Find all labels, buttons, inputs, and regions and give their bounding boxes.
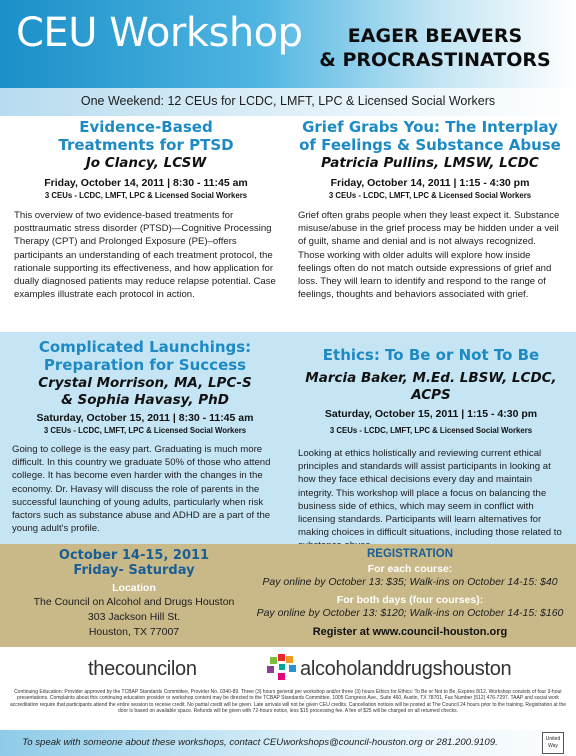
badge-line-2: Way (548, 743, 558, 749)
event-days: Friday- Saturday (73, 563, 195, 578)
page-title: CEU Workshop (16, 10, 303, 56)
course-speaker-line-1: Crystal Morrison, MA, LPC-S (38, 375, 252, 391)
course-title-line-2: Preparation for Success (43, 356, 247, 374)
course-date: Saturday, October 15, 2011 | 8:30 - 11:45 am (36, 412, 254, 424)
registration-title: REGISTRATION (366, 548, 454, 560)
subtitle-line-2: & PROCRASTINATORS (319, 49, 551, 71)
course-ceus: 3 CEUs - LCDC, LMFT, LPC & Licensed Social Workers (329, 426, 533, 435)
course-panel-grief (292, 118, 568, 328)
course-ceus: 3 CEUs - LCDC, LMFT, LPC & Licensed Social Workers (328, 191, 532, 200)
event-date-range: October 14-15, 2011 (58, 548, 210, 563)
course-description: This overview of two evidence-based treatments for posttraumatic stress disorder (PTSD)—Cognitive Processing Therapy (CPT) and Prolonged Exposure (PE)–offers participants an understanding of each treatment protocol, the rationale supporting its effectiveness, and how application for dually diagnosed patients may reduce relapse potential. Case examples illustrate each protocol in action. (14, 210, 276, 301)
workshop-subtitle (310, 24, 560, 72)
course-speaker: Jo Clancy, LCSW (85, 155, 207, 171)
venue-address-1: 303 Jackson Hill St. (87, 611, 181, 623)
course-panel-launchings (0, 332, 288, 544)
course-panel-ethics (288, 332, 576, 544)
course-title-line-1: Grief Grabs You: The Interplay (302, 118, 558, 136)
footer-bar (0, 730, 576, 756)
tagline-bar (0, 88, 576, 116)
council-logo (0, 652, 576, 688)
course-title: Ethics: To Be or Not To Be (322, 346, 540, 364)
course-panel-ptsd (8, 118, 284, 328)
course-title-line-1: Complicated Launchings: (38, 338, 252, 356)
course-date: Friday, October 14, 2011 | 1:15 - 4:30 pm (330, 177, 530, 189)
tagline: One Weekend: 12 CEUs for LCDC, LMFT, LPC & Licensed Social Workers (80, 94, 496, 108)
contact-info[interactable]: To speak with someone about these workshops, contact CEUworkshops@council-houston.org or 281.200.9109. (22, 737, 498, 748)
registration-link[interactable]: Register at www.council-houston.org (312, 626, 508, 638)
course-description: Looking at ethics holistically and reviewing current ethical principles and standards will assist participants in looking at how they face ethical decisions every day and maintain integrity. This workshop will place a focus on balancing the business side of ethics, which may seem in conflict with licensing standards. Participants will learn alternatives for making choices in difficult situations, including those related to (298, 448, 562, 539)
event-dates (20, 548, 248, 578)
registration-each-label: For each course: (367, 563, 453, 575)
logo-text-left: thecouncilon (88, 658, 197, 680)
venue-address-2: Houston, TX 77007 (88, 626, 180, 638)
course-title (6, 338, 284, 374)
course-title-line-1: Evidence-Based (79, 118, 213, 136)
badge-line-1: United (545, 736, 561, 742)
course-title-line-2: Treatments for PTSD (58, 136, 234, 154)
course-date: Friday, October 14, 2011 | 8:30 - 11:45 am (44, 177, 248, 189)
course-title (292, 118, 568, 154)
course-ceus: 3 CEUs - LCDC, LMFT, LPC & Licensed Social Workers (44, 191, 248, 200)
course-title-line-2: of Feelings & Substance Abuse (299, 136, 561, 154)
course-speaker (6, 375, 284, 409)
course-description: Grief often grabs people when they least expect it. Substance misuse/abuse in the grief process may be hidden under a veil of guilt, shame and denial and is not always recognized. Those working with older adults will explore how inside feelings often do not match outside expressions of grief and loss. They will learn to identify and respond to the range of feelings, thoughts and behaviors associated with grief. (298, 210, 560, 301)
logo-text-right: alcoholanddrugshouston (300, 658, 512, 680)
header-banner (0, 0, 576, 88)
course-description: Going to college is the easy part. Graduating is much more difficult. In this country we graduate 50% of those who attend college. It has become even harder with the changes in the economy. Dr. Havasy will discuss the role of parents in the successful launching of young adults, particularly when risk factors such as substance abuse and ADHD are a part of the young adult's profile. (12, 444, 271, 535)
course-speaker-line-2: & Sophia Havasy, PhD (61, 392, 229, 408)
course-speaker: Patricia Pullins, LMSW, LCDC (321, 155, 539, 171)
council-logo-icon (262, 652, 302, 684)
registration-both-label: For both days (four courses): (336, 594, 484, 606)
location-label: Location (112, 582, 156, 594)
united-way-badge (542, 732, 564, 754)
course-speaker: Marcia Baker, M.Ed. LBSW, LCDC, ACPS (305, 370, 557, 403)
fine-print: Continuing Education: Provider approved by the TCBAP Standards Committee, Provider No. 0340-89. Three (3) hours general per workshop and/or three (3) hours Ethics for Ethics: To Be or Not to Be, Expires 8/12. Workshop consists of four 3-hour presentations. Complaints about this continuing education provider or workshop content may be directed to the TCBAP Standards Committee, 1005 Congress Ave., Suite 460, Austin, TX 78701, Fax Number (512) 476-7297. TAAP and social work accreditation require that participants attend the entire session to receive credit. No partial credit will be given. Late arrivals will not be given CEU credits. Cancellation notices will be posted at The Council 24 hours prior to the training. Registration at the door is based on available space. Refunds will be given with 72-hours notice, less $15 processing fee. A fee of $25 will be charged on all returned checks. (9, 689, 567, 715)
subtitle-line-1: EAGER BEAVERS (347, 25, 523, 47)
venue-name: The Council on Alcohol and Drugs Houston (33, 596, 235, 608)
registration-each-price: Pay online by October 13: $35; Walk-ins on October 14-15: $40 (262, 576, 558, 588)
registration-both-price: Pay online by October 13: $120; Walk-ins on October 14-15: $160 (256, 607, 564, 619)
course-ceus: 3 CEUs - LCDC, LMFT, LPC & Licensed Social Workers (43, 426, 247, 435)
course-title (8, 118, 284, 154)
course-date: Saturday, October 15, 2011 | 1:15 - 4:30 pm (324, 408, 538, 420)
